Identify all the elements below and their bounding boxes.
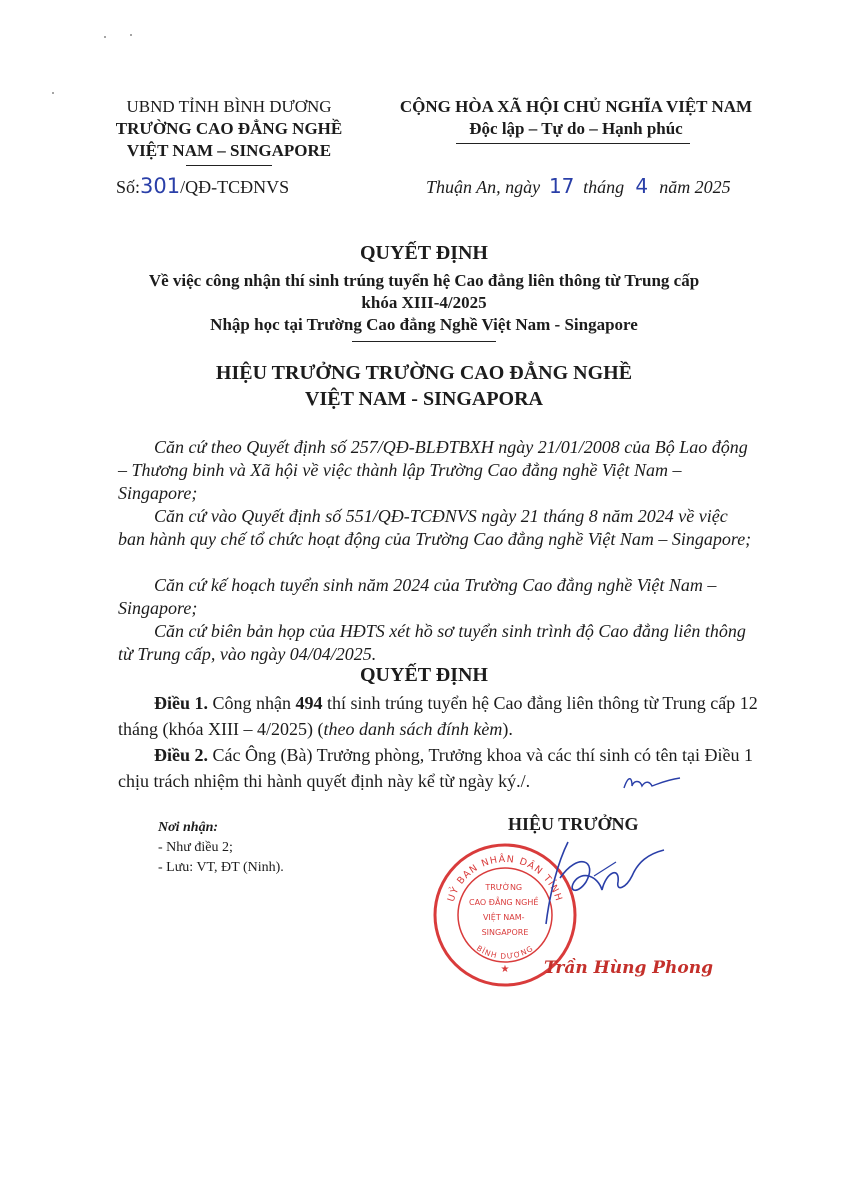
- article-1-count: 494: [295, 693, 323, 713]
- legal-basis-text: Căn cứ theo Quyết định số 257/QĐ-BLĐTBXH ngày 21/01/2008 của Bộ Lao động – Thương binh và Xã hội về việc thành lập Trường Cao đẳng nghề Việt Nam – Singapore;: [118, 437, 748, 503]
- authority-line1: HIỆU TRƯỞNG TRƯỜNG CAO ĐẲNG NGHỀ: [215, 362, 633, 384]
- recipients-block: [158, 818, 284, 878]
- doc-number-handwritten: 301: [140, 174, 181, 198]
- subject-line3: Nhập học tại Trường Cao đẳng Nghề Việt Nam - Singapore: [210, 315, 638, 334]
- place-date: [426, 174, 731, 198]
- article-2-text: Các Ông (Bà) Trưởng phòng, Trưởng khoa và các thí sinh có tên tại Điều 1 chịu trách nhiệm thi hành quyết định này kể từ ngày ký./.: [118, 745, 753, 791]
- issuer-authority: UBND TỈNH BÌNH DƯƠNG: [126, 97, 332, 116]
- article-2-label: Điều 2.: [154, 745, 208, 765]
- seal-top-text: UỶ BAN NHÂN DÂN TỈNH: [445, 853, 565, 904]
- svg-text:BÌNH DƯƠNG: [475, 944, 535, 961]
- doc-number-suffix: /QĐ-TCĐNVS: [180, 177, 290, 197]
- seal-line: VIỆT NAM-: [482, 913, 525, 922]
- place-date-prefix: Thuận An, ngày: [426, 177, 541, 197]
- initial-mark: [620, 772, 684, 794]
- national-title: CỘNG HÒA XÃ HỘI CHỦ NGHĨA VIỆT NAM: [399, 97, 753, 116]
- document-number: [116, 174, 289, 198]
- decision-heading: QUYẾT ĐỊNH: [360, 664, 488, 686]
- seal-bottom-text: BÌNH DƯƠNG: [474, 943, 536, 961]
- legal-basis-1: [118, 436, 758, 505]
- issuer-block: [100, 96, 358, 162]
- motto-underline: [456, 143, 690, 144]
- article-1-text: ).: [502, 719, 513, 739]
- recipient-item: - Lưu: VT, ĐT (Ninh).: [158, 860, 284, 875]
- seal-line: TRƯỜNG: [485, 883, 523, 892]
- article-1-text: Công nhận: [208, 693, 296, 713]
- signature-title: HIỆU TRƯỞNG: [508, 814, 639, 834]
- date-year: năm 2025: [659, 177, 731, 197]
- article-1-label: Điều 1.: [154, 693, 208, 713]
- issuer-school-line2: VIỆT NAM – SINGAPORE: [126, 141, 332, 160]
- legal-basis-3: [118, 574, 758, 620]
- scan-speck: [52, 92, 54, 94]
- authority-line2: VIỆT NAM - SINGAPORA: [305, 388, 543, 410]
- date-month-handwritten: 4: [635, 174, 649, 198]
- legal-basis-4: [118, 620, 758, 666]
- issuing-authority: [0, 360, 848, 412]
- article-1: [118, 690, 758, 742]
- date-month-label: tháng: [583, 177, 625, 197]
- seal-line: SINGAPORE: [481, 928, 529, 937]
- recipient-item: - Như điều 2;: [158, 840, 233, 855]
- subject-underline: [352, 341, 496, 342]
- article-1-attachment-note: theo danh sách đính kèm: [323, 719, 503, 739]
- scan-speck: [130, 34, 132, 36]
- signatory-name: Trần Hùng Phong: [544, 958, 713, 978]
- subject-line2: khóa XIII-4/2025: [361, 293, 487, 312]
- seal-line: CAO ĐẲNG NGHỀ: [469, 898, 539, 907]
- legal-basis-text: Căn cứ biên bản họp của HĐTS xét hồ sơ tuyển sinh trình độ Cao đẳng liên thông từ Trung cấp, vào ngày 04/04/2025.: [118, 621, 746, 664]
- legal-basis-2: [118, 505, 758, 551]
- issuer-underline: [186, 165, 272, 166]
- legal-basis-text: Căn cứ vào Quyết định số 551/QĐ-TCĐNVS ngày 21 tháng 8 năm 2024 về việc ban hành quy chế tổ chức hoạt động của Trường Cao đẳng nghề Việt Nam – Singapore;: [118, 506, 752, 549]
- scan-speck: [104, 36, 106, 38]
- document-title: QUYẾT ĐỊNH: [360, 242, 488, 264]
- recipients-heading: Nơi nhận:: [158, 820, 219, 835]
- subject-line1: Về việc công nhận thí sinh trúng tuyển hệ Cao đẳng liên thông từ Trung cấp: [148, 271, 700, 290]
- handwritten-signature: [498, 832, 668, 932]
- national-header: [376, 96, 776, 140]
- national-motto: Độc lập – Tự do – Hạnh phúc: [469, 119, 683, 138]
- article-1-text: thí sinh trúng tuyển hệ Cao đẳng liên thông từ Trung cấp 12 tháng (khóa XIII – 4/2025) (: [118, 693, 758, 739]
- date-day-handwritten: 17: [548, 174, 575, 198]
- seal-star: ★: [500, 964, 510, 975]
- doc-number-prefix: Số:: [116, 177, 141, 197]
- issuer-school-line1: TRƯỜNG CAO ĐẲNG NGHỀ: [115, 119, 343, 138]
- document-subject: [40, 270, 808, 336]
- legal-basis-text: Căn cứ kế hoạch tuyển sinh năm 2024 của Trường Cao đẳng nghề Việt Nam – Singapore;: [118, 575, 717, 618]
